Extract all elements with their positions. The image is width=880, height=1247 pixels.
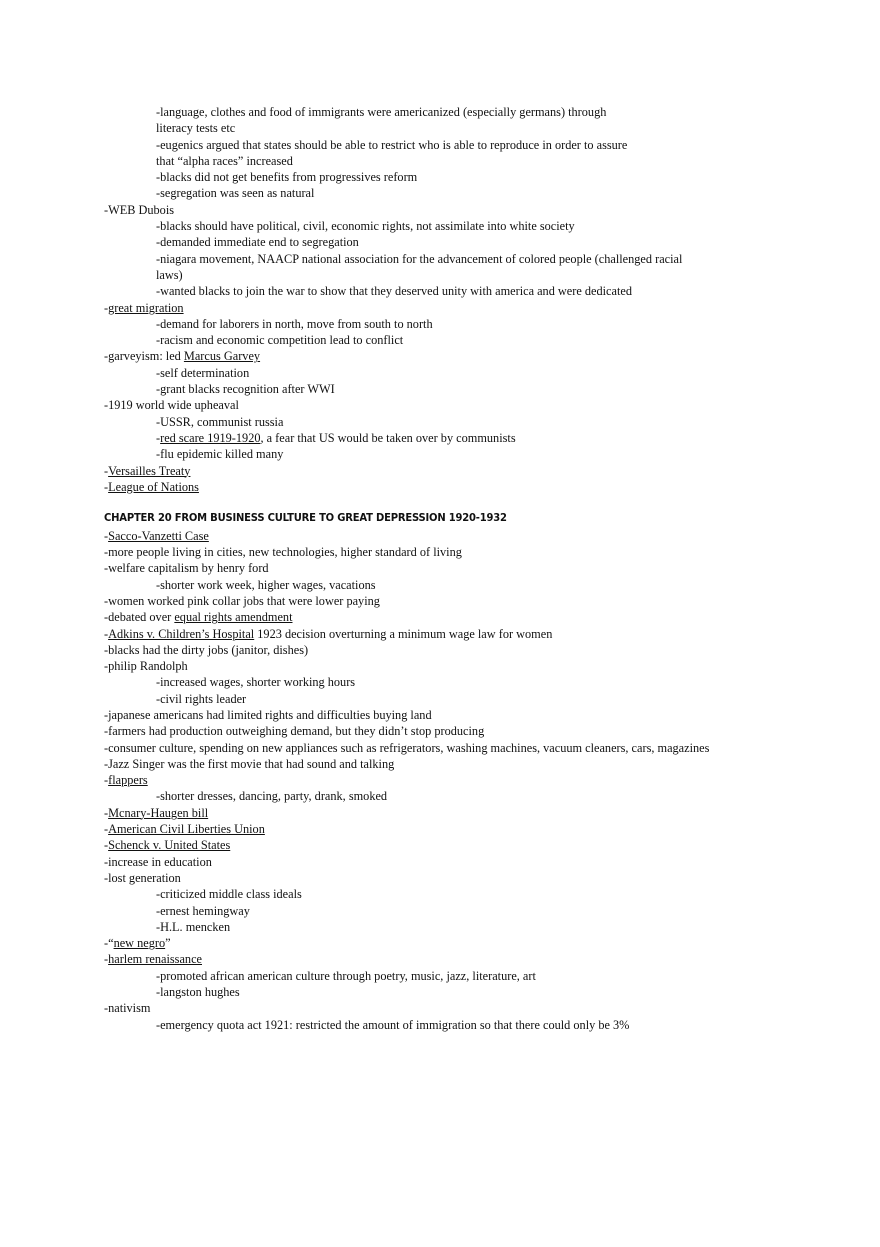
notes-body [104,104,764,1033]
note-line [104,1017,764,1033]
note-text: -WEB Dubois [104,202,175,217]
note-line [104,332,764,348]
note-text: -grant blacks recognition after WWI [156,382,335,397]
note-text: -shorter dresses, dancing, party, drank, smoked [156,789,388,804]
underlined-term: new negro [113,936,166,951]
note-text: -civil rights leader [156,691,247,706]
note-text: -blacks should have political, civil, economic rights, not assimilate into white society [156,219,575,234]
note-text: -eugenics argued that states should be able to restrict who is able to reproduce in order to assure [156,137,628,152]
note-line [104,886,764,902]
note-line [104,903,764,919]
note-text: -wanted blacks to join the war to show that they deserved unity with america and were dedicated [156,284,632,299]
note-line [104,626,764,642]
note-line [104,446,764,462]
note-line [104,837,764,853]
note-line [104,218,764,234]
note-text: -more people living in cities, new technologies, higher standard of living [104,545,462,560]
note-line [104,707,764,723]
underlined-term: Marcus Garvey [183,349,261,364]
note-text: ” [165,936,171,951]
underlined-term: equal rights amendment [174,610,293,625]
note-text: -flu epidemic killed many [156,447,284,462]
note-line [104,234,764,250]
note-text: -language, clothes and food of immigrants were americanized (especially germans) through [156,105,607,119]
note-text: -USSR, communist russia [156,414,284,429]
note-text: - [104,952,109,967]
note-text: -consumer culture, spending on new appliances such as refrigerators, washing machines, vacuum cleaners, cars, magazines [104,740,710,755]
note-line [104,397,764,413]
note-text: -increase in education [104,854,212,869]
note-line [104,772,764,788]
note-text: -welfare capitalism by henry ford [104,561,269,576]
note-line [104,691,764,707]
note-line [104,723,764,739]
note-line [104,316,764,332]
note-text: that “alpha races” increased [156,153,293,168]
note-line [104,120,764,136]
note-line [104,544,764,560]
note-text: - [104,626,109,641]
note-line [104,577,764,593]
note-text: -increased wages, shorter working hours [156,675,356,690]
chapter-heading: CHAPTER 20 FROM BUSINESS CULTURE TO GREAT DEPRESSION 1920-1932 [104,513,507,525]
note-text: -1919 world wide upheaval [104,398,239,413]
note-text: , a fear that US would be taken over by communists [260,430,516,445]
underlined-term: Sacco-Vanzetti Case [108,528,209,543]
note-text: - [104,822,109,837]
note-text: 1923 decision overturning a minimum wage law for women [254,626,553,641]
underlined-term: American Civil Liberties Union [108,822,265,837]
note-text: -blacks had the dirty jobs (janitor, dishes) [104,642,309,657]
underlined-term: Mcnary-Haugen bill [108,805,209,820]
note-text: -demand for laborers in north, move from south to north [156,316,433,331]
note-line [104,348,764,364]
note-line [104,137,764,153]
note-text: -racism and economic competition lead to conflict [156,333,404,348]
note-line [104,381,764,397]
note-text: -debated over [104,610,175,625]
note-text: -self determination [156,365,250,380]
note-line [104,951,764,967]
note-line [104,104,764,120]
note-line [104,479,764,495]
note-text: -nativism [104,1001,151,1016]
note-line [104,202,764,218]
note-text: -farmers had production outweighing demand, but they didn’t stop producing [104,724,485,739]
note-text: laws) [156,267,183,282]
blank-line [104,495,764,511]
note-text: -shorter work week, higher wages, vacations [156,577,376,592]
note-line [104,968,764,984]
note-text: - [156,430,161,445]
note-line [104,169,764,185]
note-line [104,870,764,886]
note-line [104,283,764,299]
note-line [104,528,764,544]
note-line [104,300,764,316]
note-text: - [104,805,109,820]
note-line [104,642,764,658]
note-text: -ernest hemingway [156,903,250,918]
note-line [104,430,764,446]
note-line [104,593,764,609]
note-line [104,560,764,576]
underlined-term: harlem renaissance [108,952,202,967]
note-line [104,984,764,1000]
note-line [104,788,764,804]
underlined-term: Schenck v. United States [108,838,231,853]
note-line [104,267,764,283]
note-line [104,251,764,267]
underlined-term: flappers [108,773,148,788]
note-line [104,185,764,201]
note-line [104,805,764,821]
note-line [104,674,764,690]
underlined-term: Adkins v. Children’s Hospital [108,626,255,641]
note-text: -japanese americans had limited rights and difficulties buying land [104,707,432,722]
note-text: -langston hughes [156,985,240,1000]
note-line [104,935,764,951]
note-line [104,153,764,169]
underlined-term: great migration [108,300,184,315]
note-line [104,919,764,935]
note-text: -blacks did not get benefits from progressives reform [156,170,418,185]
note-text: - [104,463,109,478]
note-text: - [104,528,109,543]
note-text: - [104,838,109,853]
note-text: literacy tests etc [156,121,236,136]
note-line [104,740,764,756]
note-text: -niagara movement, NAACP national association for the advancement of colored people (challenged racial [156,251,683,266]
note-line [104,756,764,772]
note-text: -promoted african american culture through poetry, music, jazz, literature, art [156,968,536,983]
note-line [104,414,764,430]
note-line [104,463,764,479]
note-text: -segregation was seen as natural [156,186,315,201]
note-text: -“ [104,936,114,951]
note-line [104,821,764,837]
note-text: -women worked pink collar jobs that were lower paying [104,593,380,608]
underlined-term: Versailles Treaty [108,463,191,478]
note-text: -emergency quota act 1921: restricted the amount of immigration so that there could only be 3% [156,1017,630,1032]
underlined-term: red scare 1919-1920 [160,430,261,445]
note-text: - [104,300,109,315]
note-text: -garveyism: led [104,349,184,364]
note-line [104,658,764,674]
note-line [104,609,764,625]
note-text: -H.L. mencken [156,919,231,934]
note-text: -philip Randolph [104,659,188,674]
note-text: -demanded immediate end to segregation [156,235,359,250]
note-text: - [104,479,109,494]
note-line [104,365,764,381]
note-text: - [104,773,109,788]
note-line [104,854,764,870]
note-line [104,1000,764,1016]
underlined-term: League of Nations [108,479,199,494]
note-text: -criticized middle class ideals [156,887,302,902]
note-text: -lost generation [104,870,181,885]
note-text: -Jazz Singer was the first movie that had sound and talking [104,756,395,771]
